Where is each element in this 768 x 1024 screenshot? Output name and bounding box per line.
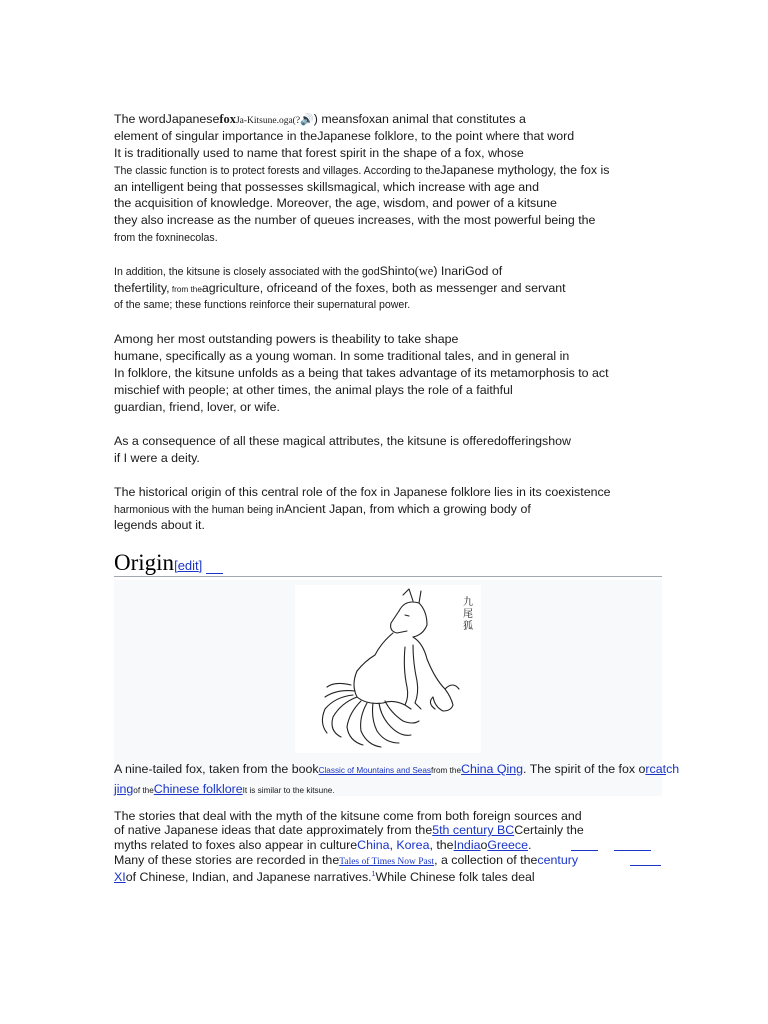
reference-1[interactable]: 1 <box>371 871 376 878</box>
link-underline <box>614 850 651 851</box>
text: It is similar to the kitsune. <box>242 786 335 795</box>
text: of the <box>133 786 154 795</box>
text: ability to take shape <box>348 332 459 346</box>
pronunciation-file[interactable]: Ja-Kitsune.oga <box>235 116 293 126</box>
bracket: ] <box>198 558 203 573</box>
link-underline <box>630 865 661 866</box>
p1-line-8 <box>114 230 218 246</box>
text: The classic function is to protect forests and villages. According to the <box>114 165 441 177</box>
pronunciation-help: (? <box>292 116 301 126</box>
p2-line-2 <box>114 280 566 298</box>
p3-line-1 <box>114 331 458 347</box>
link-china[interactable]: China <box>357 838 390 852</box>
text: fertility, <box>131 281 170 295</box>
p1-line-5 <box>114 179 539 195</box>
p4-line-2: if I were a deity. <box>114 451 200 465</box>
p1-line-7: they also increase as the number of queues increases, with the most powerful being the <box>114 213 596 227</box>
text: Many of these stories are recorded in the <box>114 853 340 867</box>
p2-line-1 <box>114 263 502 280</box>
text: how <box>548 434 571 448</box>
text: Certainly the <box>514 823 584 837</box>
link-chinese-folklore[interactable]: Chinese folklore <box>153 782 243 796</box>
text: magical, which increase with age and <box>333 180 539 194</box>
text: offerings <box>500 434 549 448</box>
link-classic-mountains-seas[interactable]: Classic of Mountains and Seas <box>318 766 431 775</box>
text: of native Japanese ideas that date approximately from the <box>114 823 433 837</box>
edit-link[interactable]: edit <box>177 558 199 573</box>
text: , the <box>429 838 454 852</box>
text: from the <box>169 285 202 294</box>
link-india[interactable]: India <box>453 838 481 852</box>
link-china-qing[interactable]: China Qing <box>461 762 524 776</box>
text: ninecolas. <box>169 232 218 244</box>
link-century-xi[interactable]: century <box>537 853 579 867</box>
text: ) Inari <box>433 264 465 278</box>
text: and of the foxes, both as messenger and servant <box>296 281 566 295</box>
text: myths related to foxes also appear in culture <box>114 838 358 852</box>
origin-line-1: The stories that deal with the myth of the kitsune come from both foreign sources and <box>114 809 582 823</box>
p1-line-4 <box>114 162 609 179</box>
link-jing[interactable]: jing <box>114 782 134 796</box>
text: , <box>389 838 397 852</box>
p3-line-5: guardian, friend, lover, or wife. <box>114 400 280 414</box>
origin-line-3 <box>114 837 531 853</box>
term-fox: fox <box>219 112 236 126</box>
text: As a consequence of all these magical attributes, the kitsune is offered <box>114 434 501 448</box>
text: ) means <box>313 112 359 126</box>
text: , a collection of the <box>434 853 538 867</box>
p1-line-6: the acquisition of knowledge. Moreover, the age, wisdom, and power of a kitsune <box>114 196 557 210</box>
link-underline <box>571 850 598 851</box>
p5-line-2 <box>114 501 531 518</box>
figure-caption-line-1 <box>114 761 679 779</box>
section-title: Origin <box>114 550 175 575</box>
text: A nine-tailed fox, taken from the book <box>114 762 319 776</box>
p3-line-2: humane, specifically as a young woman. In some traditional tales, and in general in <box>114 349 570 363</box>
link-korea[interactable]: Korea <box>396 838 430 852</box>
figure-caption-line-2 <box>114 781 335 799</box>
text: fox <box>358 112 376 126</box>
text: The word <box>114 112 166 126</box>
text: of Chinese, Indian, and Japanese narratives. <box>125 870 372 885</box>
p4-line-1 <box>114 433 571 449</box>
link-huli-jing[interactable]: rcat <box>645 762 667 776</box>
text: God of <box>465 264 503 278</box>
text: (we <box>414 264 434 278</box>
text: o <box>480 838 488 852</box>
link-greece[interactable]: Greece <box>487 838 529 852</box>
text: Ancient Japan, from which a growing body of <box>284 502 531 516</box>
origin-line-2 <box>114 822 584 838</box>
text: an intelligent being that possesses skills <box>114 180 334 194</box>
p3-line-3: In folklore, the kitsune unfolds as a being that takes advantage of its metamorphosis to act <box>114 366 609 380</box>
link-century-xi-cont[interactable]: XI <box>114 870 126 885</box>
link-tales-of-times-now-past[interactable]: Tales of Times Now Past <box>339 857 435 867</box>
text: from the <box>431 766 462 775</box>
text: rice <box>276 281 297 295</box>
link-5th-century-bc[interactable]: 5th century BC <box>432 823 515 837</box>
p1-line-1 <box>114 111 526 129</box>
p1-line-2 <box>114 128 574 144</box>
speaker-icon[interactable]: 🔊 <box>300 114 314 126</box>
edit-section <box>174 558 202 573</box>
text: In addition, the kitsune is closely associated with the god <box>114 266 380 278</box>
text: from the fox <box>114 232 170 244</box>
text: . <box>528 838 532 852</box>
p5-line-3: legends about it. <box>114 518 205 532</box>
link-underline <box>206 573 223 574</box>
text: Japanese <box>165 112 220 126</box>
section-heading-origin <box>114 549 662 577</box>
origin-line-5 <box>114 867 535 885</box>
p2-line-3: of the same; these functions reinforce their supernatural power. <box>114 299 411 311</box>
fox-drawing <box>295 585 481 753</box>
text: harmonious with the human being in <box>114 504 285 516</box>
calligraphy-label: 九尾狐 <box>463 597 473 632</box>
text: Japanese folklore, to the point where that word <box>317 129 575 143</box>
text: Among her most outstanding powers is the <box>114 332 349 346</box>
text: the <box>114 281 132 295</box>
text: . The spirit of the fox o <box>523 762 646 776</box>
nine-tailed-fox-image[interactable] <box>295 585 481 753</box>
p1-line-3: It is traditionally used to name that forest spirit in the shape of a fox, whose <box>114 146 524 160</box>
text: Japanese mythology, the fox is <box>440 163 610 177</box>
text: While Chinese folk tales deal <box>375 870 535 885</box>
text: element of singular importance in the <box>114 129 318 143</box>
text: agriculture, of <box>201 281 277 295</box>
text: Shinto <box>379 264 415 278</box>
bracket: [ <box>174 558 178 573</box>
p5-line-1: The historical origin of this central role of the fox in Japanese folklore lies in its coexistence <box>114 485 611 499</box>
text: an animal that constitutes a <box>375 112 526 126</box>
p3-line-4: mischief with people; at other times, the animal plays the role of a faithful <box>114 383 513 397</box>
link-huli-jing-cont[interactable]: ch <box>666 762 680 776</box>
